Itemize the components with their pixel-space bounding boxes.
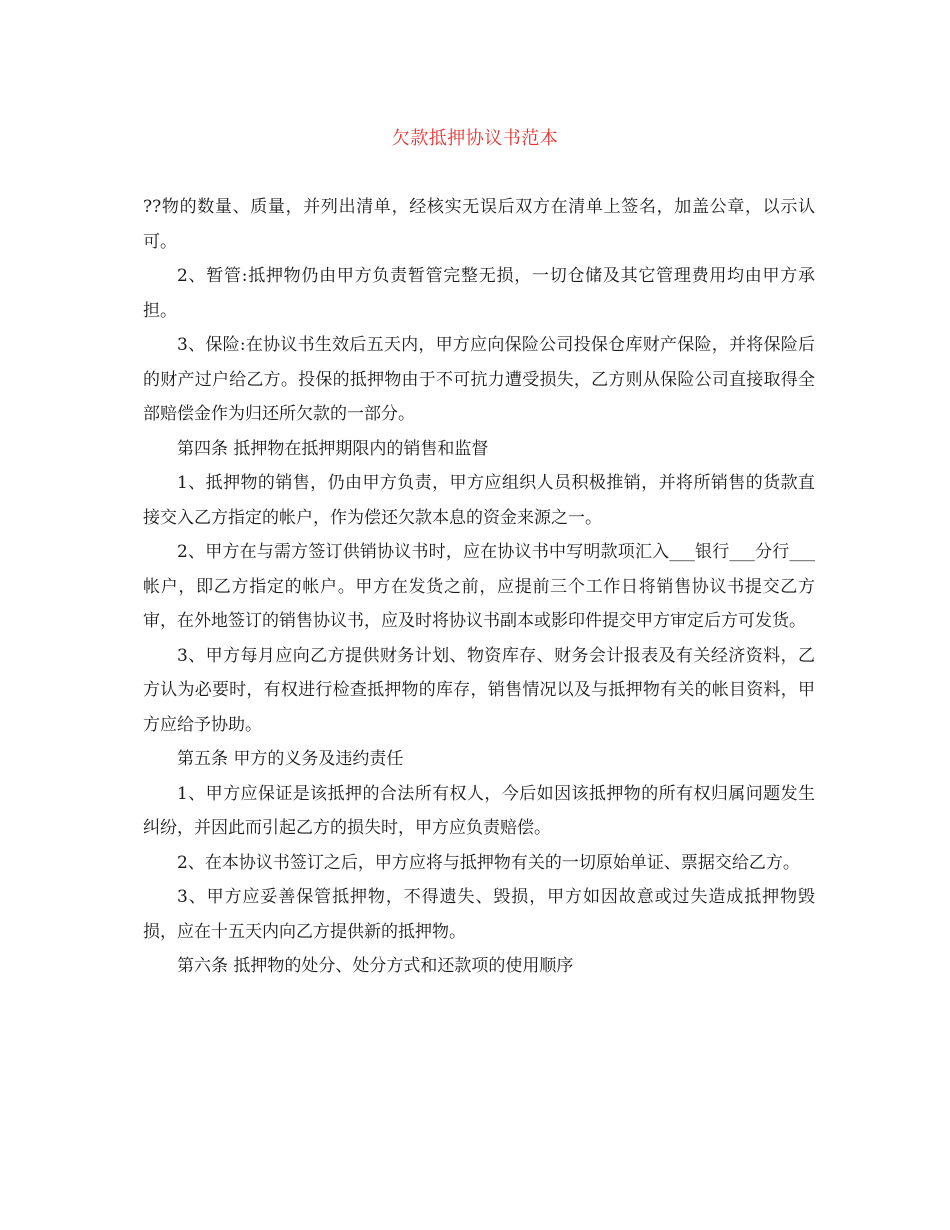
paragraph-article-5-item-2: 2、在本协议书签订之后，甲方应将与抵押物有关的一切原始单证、票据交给乙方。: [177, 852, 800, 873]
section-heading-article-6: 第六条 抵押物的处分、处分方式和还款项的使用顺序: [177, 956, 574, 976]
paragraph-article-4-item-3: 3、甲方每月应向乙方提供财务计划、物资库存、财务会计报表及有关经济资料，乙方认为必要时，有权进行检查抵押物的库存，销售情况以及与抵押物有关的帐目资料，甲方应给予协助。: [143, 645, 815, 735]
document-body: [143, 190, 815, 984]
paragraph-article-5-item-1: 1、甲方应保证是该抵押的合法所有权人，今后如因该抵押物的所有权归属问题发生纠纷，并因此而引起乙方的损失时，甲方应负责赔偿。: [143, 783, 815, 838]
paragraph-clause-3-insurance: 3、保险:在协议书生效后五天内，甲方应向保险公司投保仓库财产保险，并将保险后的财产过户给乙方。投保的抵押物由于不可抗力遭受损失，乙方则从保险公司直接取得全部赔偿金作为归还所欠款的一部分。: [143, 335, 815, 424]
section-heading-article-4: 第四条 抵押物在抵押期限内的销售和监督: [177, 438, 489, 459]
paragraph-clause-2-custody: 2、暂管:抵押物仍由甲方负责暂管完整无损，一切仓储及其它管理费用均由甲方承担。: [143, 266, 815, 321]
paragraph-article-5-item-3: 3、甲方应妥善保管抵押物，不得遗失、毁损，甲方如因故意或过失造成抵押物毁损，应在十五天内向乙方提供新的抵押物。: [143, 887, 815, 942]
section-heading-article-5: 第五条 甲方的义务及违约责任: [177, 749, 404, 769]
paragraph-article-4-item-2: 2、甲方在与需方签订供销协议书时，应在协议书中写明款项汇入___银行___分行___帐户，即乙方指定的帐户。甲方在发货之前，应提前三个工作日将销售协议书提交乙方审，在外地签订的销售协议书，应及时将协议书副本或影印件提交甲方审定后方可发货。: [143, 542, 815, 631]
paragraph-continuation: ??物的数量、质量，并列出清单，经核实无误后双方在清单上签名，加盖公章，以示认可。: [143, 197, 815, 252]
page-title: 欠款抵押协议书范本: [391, 128, 559, 149]
paragraph-article-4-item-1: 1、抵押物的销售，仍由甲方负责，甲方应组织人员积极推销，并将所销售的货款直接交入乙方指定的帐户，作为偿还欠款本息的资金来源之一。: [143, 473, 815, 528]
